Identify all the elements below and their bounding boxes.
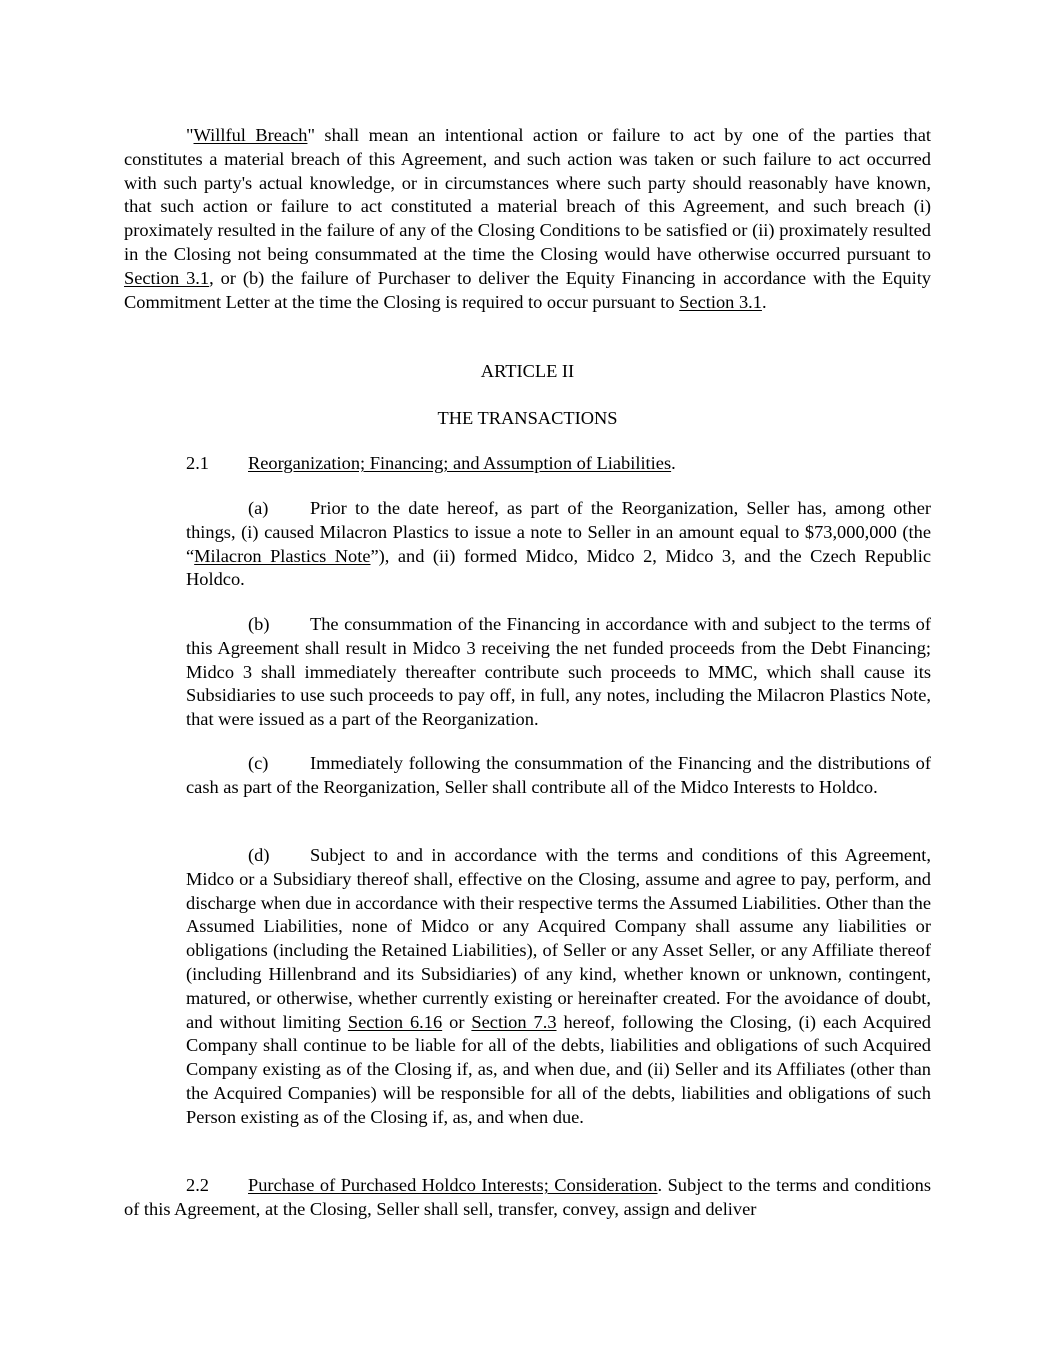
section-title-end: . [671,453,676,473]
definition-text: . [761,291,767,312]
subsection-text: or [442,1011,472,1032]
article-number: ARTICLE II [480,361,575,381]
open-quote: " [186,125,194,145]
section-reference: Section 3.1 [679,291,762,312]
subsection-text: The consummation of the Financing in accordance with and subject to the terms of this Agreement shall result in Midco 3 receiving the net funded proceeds from the Debt Financing; Midco 3 shall immediately thereafter contribute such proceeds to MMC, which shall cause its Subsidiaries to use such proceeds to pay off, in full, any notes, including the Milacron Plastics Note, that were issued as a part of the Reorganization. [186,614,931,730]
subsection-text: ”), and (ii) formed Midco, Midco 2, Midco 3, and the Czech Republic Holdco. [186,545,931,590]
willful-breach-definition [124,124,931,314]
section-2-1-heading [124,452,931,476]
section-reference: Section 3.1 [124,267,210,288]
subsection-a [186,497,931,592]
section-number: 2.2 [186,1175,209,1195]
section-reference: Section 7.3 [471,1011,557,1032]
subsection-label: (c) [248,753,269,773]
section-reference: Section 6.16 [347,1011,443,1032]
article-title: THE TRANSACTIONS [437,408,618,428]
section-title: Purchase of Purchased Holdco Interests; Consideration [248,1175,658,1195]
subsection-text: hereof, following the Closing, (i) each Acquired Company shall continue to be liable for all of the debts, liabilities and obligations of such Acquired Company existing as of the Closing if, as, and when due, and (ii) Seller and its Affiliates (other than the Acquired Companies) will be responsible for all of the debts, liabilities and obligations of such Person existing as of the Closing if, as, and when due. [186,1011,932,1127]
section-2-2 [124,1174,931,1222]
subsection-text: Prior to the date hereof, as part of the Reorganization, Seller has, among other things, (i) caused Milacron Plastics to issue a note to Seller in an amount equal to $73,000,000 (the “ [186,498,931,566]
section-text: . Subject to the terms and conditions of this Agreement, at the Closing, Seller shall sell, transfer, convey, assign and deliver [124,1175,932,1219]
defined-term: Milacron Plastics Note [194,545,371,566]
subsection-b [186,613,931,732]
section-title: Reorganization; Financing; and Assumption of Liabilities [248,453,672,473]
defined-term-willful-breach: Willful Breach [193,125,308,145]
section-number: 2.1 [186,453,209,473]
subsection-label: (a) [248,498,269,518]
definition-text: " shall mean an intentional action or failure to act by one of the parties that constitutes a material breach of this Agreement, and such action was taken or such failure to act occurred with such party's actual knowledge, or in circumstances where such party should reasonably have known, that such action or failure to act constituted a material breach of this Agreement, and such breach (i) proximately resulted in the failure of any of the Closing Conditions to be satisfied or (ii) proximately resulted in the Closing not being consummated at the time the Closing would have otherwise occurred pursuant to [124,125,931,264]
subsection-text: Subject to and in accordance with the terms and conditions of this Agreement, Midco or a Subsidiary thereof shall, effective on the Closing, assume and agree to pay, perform, and discharge when due in accordance with their respective terms the Assumed Liabilities. Other than the Assumed Liabilities, none of Midco or any Acquired Company shall assume any liabilities or obligations (including the Retained Liabilities), of Seller or any Asset Seller, or any Affiliate thereof (including Hillenbrand and its Subsidiaries) of any kind, whether known or unknown, contingent, matured, or otherwise, whether currently existing or hereinafter created. For the avoidance of doubt, and without limiting [186,845,931,1032]
subsection-d [186,844,931,1130]
definition-text: , or (b) the failure of Purchaser to deliver the Equity Financing in accordance with the Equity Commitment Letter at the time the Closing is required to occur pursuant to [124,267,932,312]
subsection-text: Immediately following the consummation of the Financing and the distributions of cash as part of the Reorganization, Seller shall contribute all of the Midco Interests to Holdco. [186,753,931,797]
subsection-label: (b) [248,614,270,634]
subsection-c [186,752,931,800]
subsection-label: (d) [248,845,270,865]
